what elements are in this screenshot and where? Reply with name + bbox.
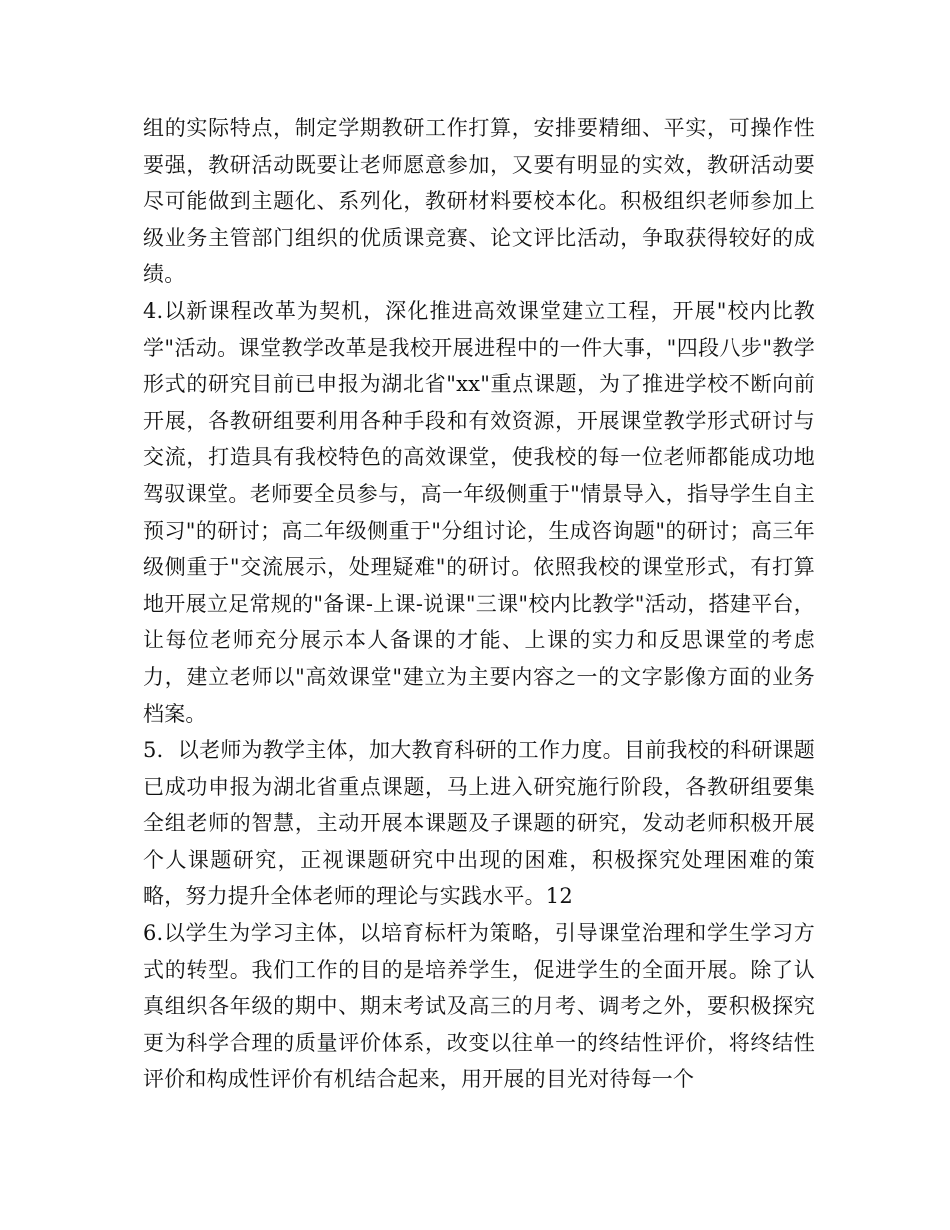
document-body xyxy=(143,110,815,1098)
paragraph-continuation: 组的实际特点，制定学期教研工作打算，安排要精细、平实，可操作性要强，教研活动既要让老师愿意参加，又要有明显的实效，教研活动要尽可能做到主题化、系列化，教研材料要校本化。积极组织老师参加上级业务主管部门组织的优质课竞赛、论文评比活动，争取获得较好的成绩。 xyxy=(143,116,815,287)
paragraph-item-4: 4.以新课程改革为契机，深化推进高效课堂建立工程，开展"校内比教学"活动。课堂教学改革是我校开展进程中的一件大事，"四段八步"教学形式的研究目前已申报为湖北省"xx"重点课题，为了推进学校不断向前开展，各教研组要利用各种手段和有效资源，开展课堂教学形式研讨与交流，打造具有我校特色的高效课堂，使我校的每一位老师都能成功地驾驭课堂。老师要全员参与，高一年级侧重于"情景导入，指导学生自主预习"的研讨；高二年级侧重于"分组讨论，生成咨询题"的研讨；高三年级侧重于"交流展示，处理疑难"的研讨。依照我校的课堂形式，有打算地开展立足常规的"备课-上课-说课"三课"校内比教学"活动，搭建平台，让每位老师充分展示本人备课的才能、上课的实力和反思课堂的考虑力，建立老师以"高效课堂"建立为主要内容之一的文字影像方面的业务档案。 xyxy=(143,298,815,726)
paragraph-item-5: 5．以老师为教学主体，加大教育科研的工作力度。目前我校的科研课题已成功申报为湖北省重点课题，马上进入研究施行阶段，各教研组要集全组老师的智慧，主动开展本课题及子课题的研究，发动老师积极开展个人课题研究，正视课题研究中出现的困难，积极探究处理困难的策略，努力提升全体老师的理论与实践水平。12 xyxy=(143,738,815,909)
paragraph-item-6: 6.以学生为学习主体，以培育标杆为策略，引导课堂治理和学生学习方式的转型。我们工作的目的是培养学生，促进学生的全面开展。除了认真组织各年级的期中、期末考试及高三的月考、调考之外，要积极探究更为科学合理的质量评价体系，改变以往单一的终结性评价，将终结性评价和构成性评价有机结合起来，用开展的目光对待每一个 xyxy=(143,921,815,1092)
